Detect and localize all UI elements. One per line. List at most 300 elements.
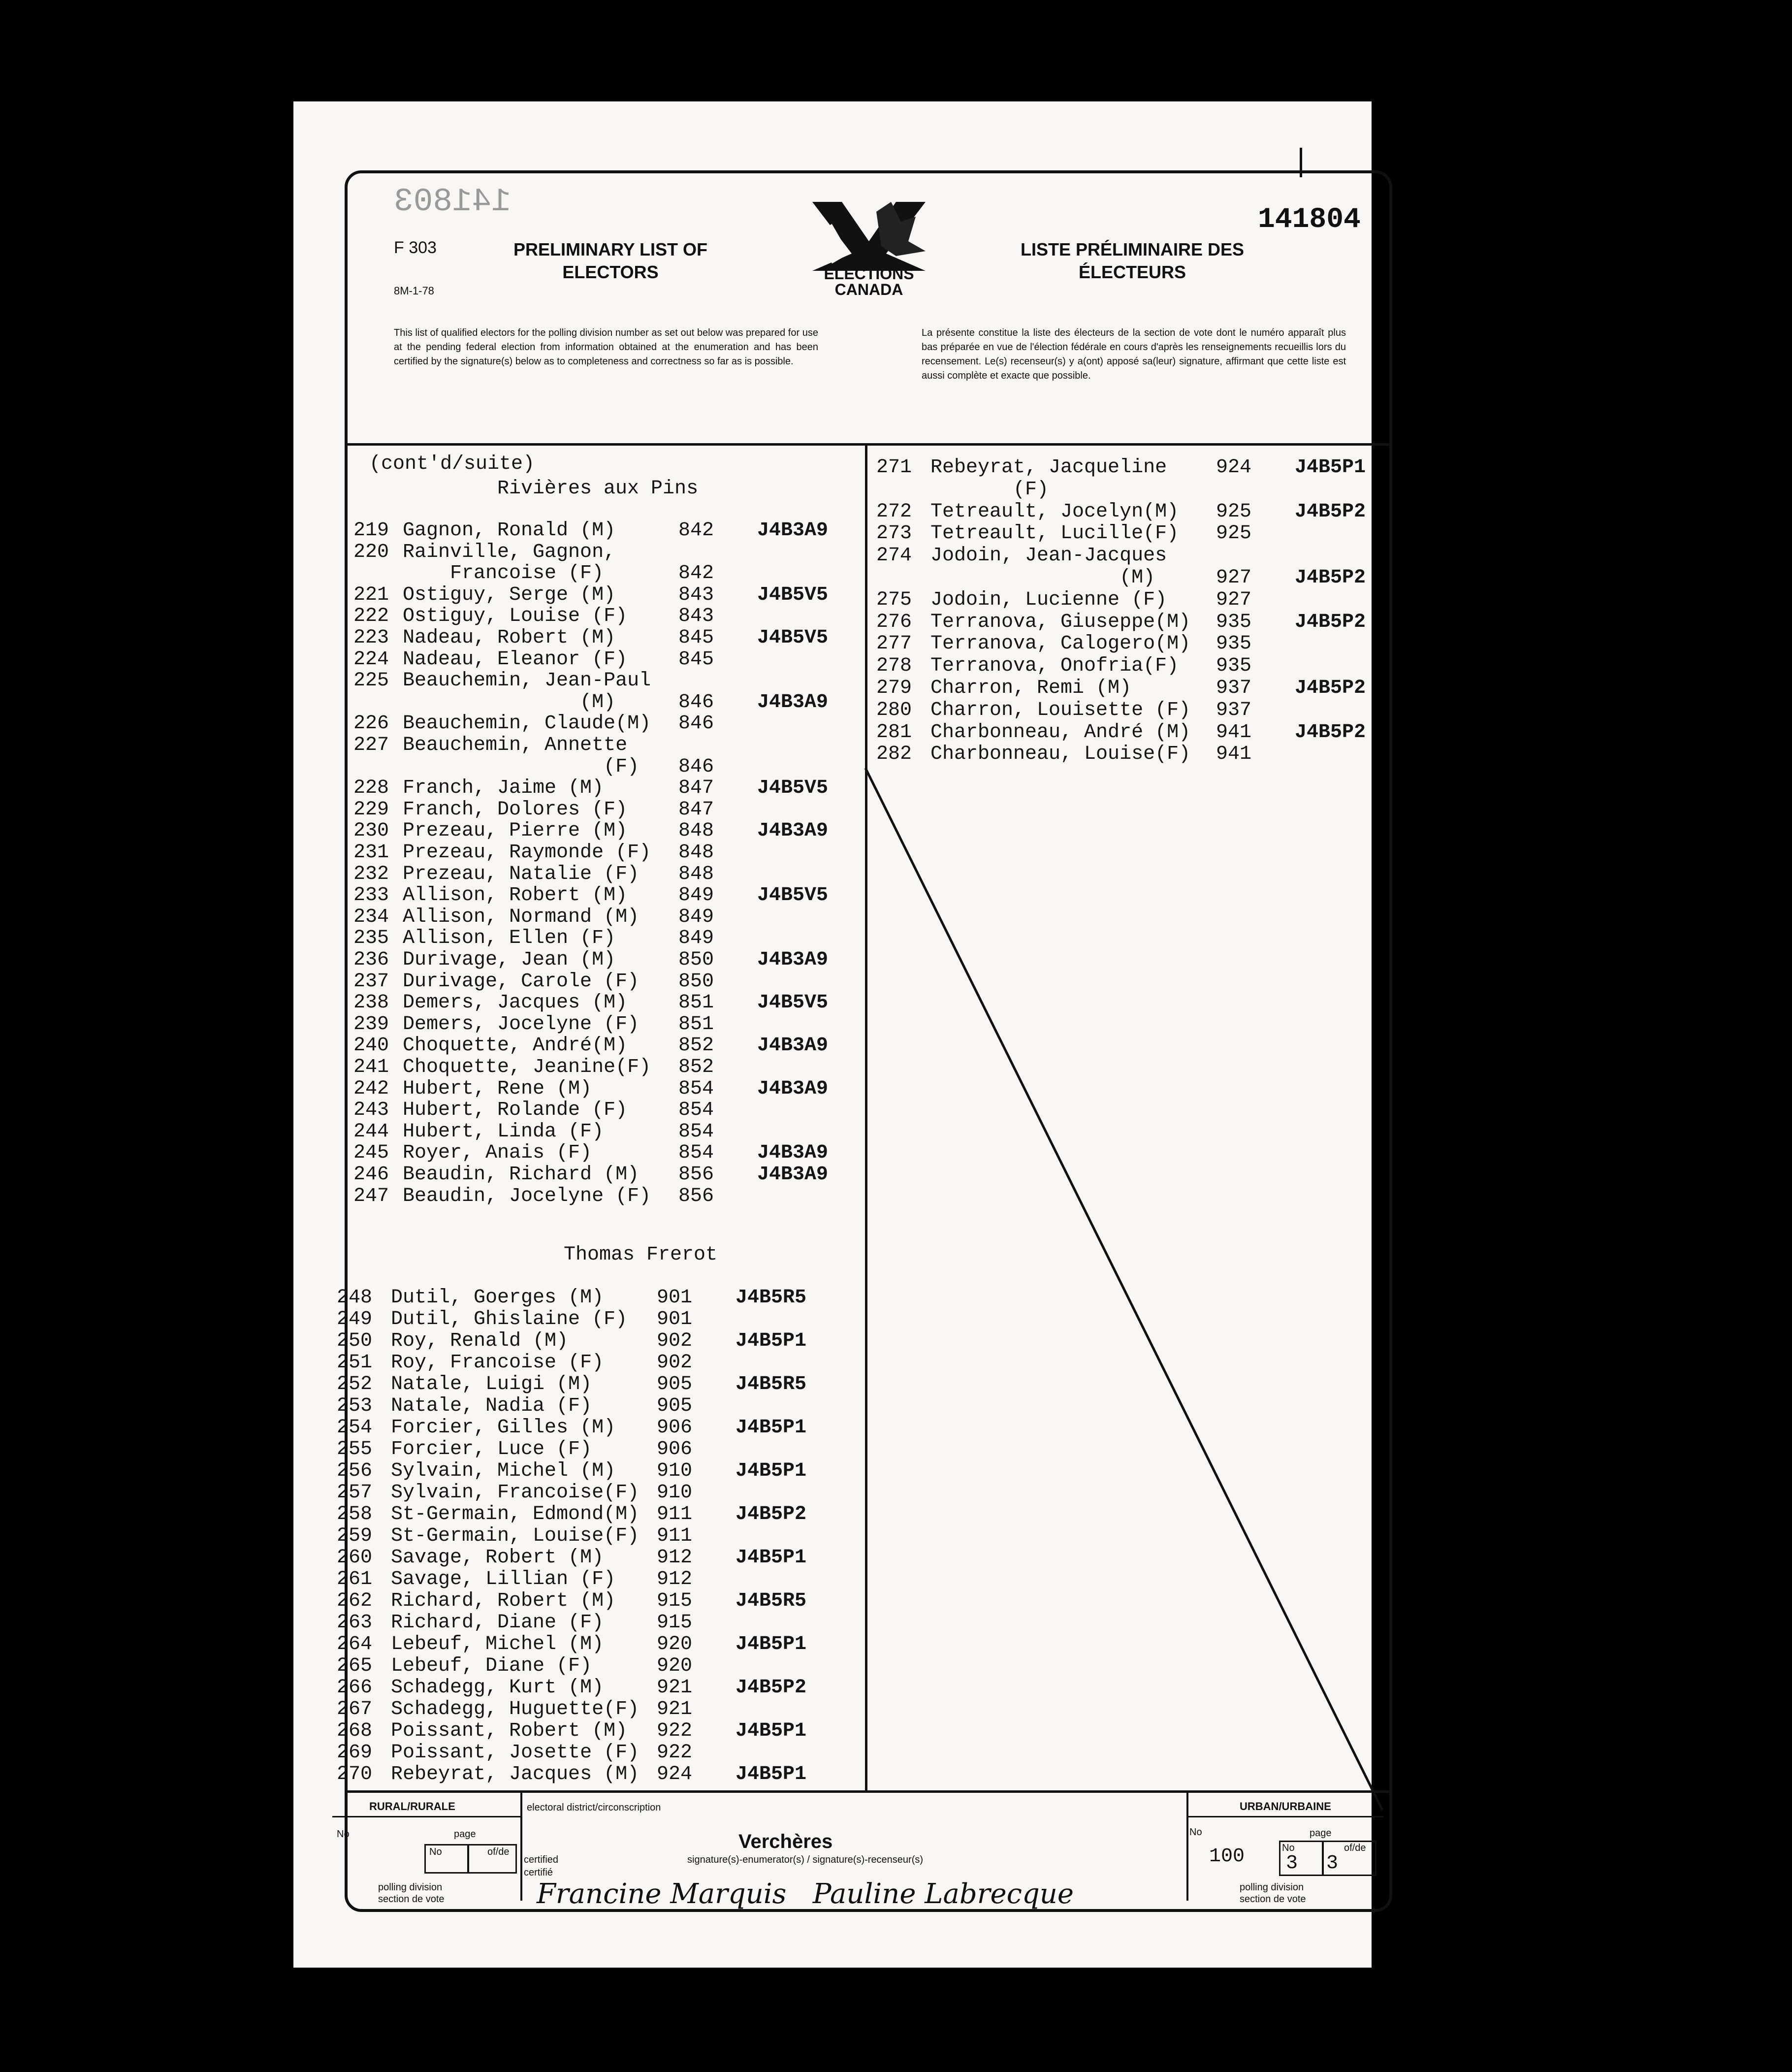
logo-text: ELECTIONS CANADA [824, 265, 914, 298]
elector-name: Demers, Jacques (M) [403, 992, 628, 1014]
elector-address: 911 [657, 1503, 693, 1525]
elector-row [353, 735, 861, 756]
elector-name: Beauchemin, Claude(M) [403, 712, 651, 735]
elector-name: Charbonneau, Louise(F) [930, 743, 1191, 766]
elector-address: 843 [678, 605, 714, 628]
title-english: PRELIMINARY LIST OF ELECTORS [513, 239, 707, 282]
elector-name: Hubert, Rolande (F) [403, 1099, 628, 1122]
elector-name: Terranova, Giuseppe(M) [930, 611, 1191, 633]
elector-row [337, 1287, 859, 1309]
elector-address: 850 [678, 970, 714, 993]
elector-number: 233 [353, 884, 389, 907]
elector-postal-code: J4B5V5 [757, 627, 829, 649]
elector-address: 854 [678, 1142, 714, 1165]
footer-divider [1186, 1792, 1188, 1901]
elector-postal-code: J4B5V5 [757, 884, 829, 907]
elector-address: 937 [1216, 699, 1252, 721]
elector-address: 854 [678, 1120, 714, 1143]
elector-name: Allison, Ellen (F) [403, 927, 616, 950]
elector-row [876, 567, 1388, 589]
elector-address: 905 [657, 1395, 693, 1417]
elector-row [353, 1035, 861, 1057]
elector-number: 254 [337, 1417, 373, 1439]
elector-address: 845 [678, 627, 714, 649]
elector-row [337, 1352, 859, 1374]
elector-name: Schadegg, Kurt (M) [391, 1677, 604, 1699]
elector-address: 937 [1216, 677, 1252, 699]
elector-row [353, 885, 861, 906]
elector-number: 246 [353, 1164, 389, 1186]
elector-address: 850 [678, 949, 714, 971]
certifie-label: certifié [524, 1867, 553, 1878]
elector-postal-code: J4B5P2 [1295, 677, 1366, 699]
elector-row [337, 1374, 859, 1395]
elector-number: 264 [337, 1633, 373, 1655]
elector-number: 237 [353, 970, 389, 993]
rural-polling-division: polling division [378, 1882, 443, 1893]
elector-number: 271 [876, 456, 912, 479]
elector-name: Beaudin, Richard (M) [403, 1164, 640, 1186]
elector-number: 245 [353, 1142, 389, 1165]
elector-postal-code: J4B5P1 [736, 1547, 807, 1569]
elector-number: 268 [337, 1720, 373, 1742]
elector-name: Hubert, Linda (F) [403, 1120, 604, 1143]
form-date: 8M-1-78 [394, 285, 434, 297]
elector-name: Prezeau, Pierre (M) [403, 820, 628, 842]
elector-name: Lebeuf, Michel (M) [391, 1633, 604, 1655]
elector-number: 243 [353, 1099, 389, 1122]
urban-polling-division: polling division [1240, 1882, 1304, 1893]
urban-label: URBAN/URBAINE [1240, 1800, 1331, 1813]
elector-row [337, 1720, 859, 1742]
elector-address: 925 [1216, 500, 1252, 523]
elector-number: 278 [876, 655, 912, 678]
elector-row [353, 563, 861, 584]
elector-name: Rebeyrat, Jacqueline [930, 456, 1167, 479]
elector-row [337, 1569, 859, 1590]
elector-row [353, 777, 861, 799]
elector-name: Durivage, Carole (F) [403, 970, 640, 993]
elector-address: 856 [678, 1164, 714, 1186]
elector-name: Sylvain, Francoise(F) [391, 1482, 640, 1504]
elector-row [337, 1309, 859, 1330]
elector-postal-code: J4B5P2 [736, 1677, 807, 1699]
elector-address: 906 [657, 1438, 693, 1460]
elector-number: 255 [337, 1438, 373, 1460]
elector-postal-code: J4B5P2 [1295, 611, 1366, 633]
elector-row [353, 842, 861, 864]
elector-row [876, 479, 1388, 501]
elector-row [353, 713, 861, 735]
elector-number: 280 [876, 699, 912, 721]
elector-address: 842 [678, 519, 714, 542]
elector-row [337, 1612, 859, 1634]
elector-address: 920 [657, 1655, 693, 1677]
elector-address: 852 [678, 1035, 714, 1057]
elector-address: 849 [678, 906, 714, 928]
elector-number: 282 [876, 743, 912, 766]
elector-address: 921 [657, 1677, 693, 1699]
elector-number: 244 [353, 1120, 389, 1143]
elector-address: 851 [678, 1013, 714, 1036]
elector-postal-code: J4B5P1 [736, 1417, 807, 1439]
elector-address: 935 [1216, 611, 1252, 633]
elector-address: 901 [657, 1308, 693, 1330]
elector-postal-code: J4B5P2 [1295, 721, 1366, 744]
elector-row [353, 542, 861, 563]
elector-row [353, 1121, 861, 1143]
electoral-district: Verchères [738, 1831, 833, 1852]
elector-number: 251 [337, 1352, 373, 1374]
elector-name: Forcier, Gilles (M) [391, 1417, 616, 1439]
elector-number: 263 [337, 1612, 373, 1634]
elector-number: 238 [353, 992, 389, 1014]
elector-name: Tetreault, Lucille(F) [930, 522, 1179, 545]
elector-number: 229 [353, 798, 389, 821]
elector-postal-code: J4B3A9 [757, 820, 829, 842]
elector-name: Roy, Francoise (F) [391, 1352, 604, 1374]
elector-number: 269 [337, 1742, 373, 1764]
elector-row [337, 1504, 859, 1525]
elector-postal-code: J4B5V5 [757, 992, 829, 1014]
elector-name: Durivage, Jean (M) [403, 949, 616, 971]
elector-address: 842 [678, 562, 714, 585]
elector-number: 261 [337, 1568, 373, 1590]
elector-address: 925 [1216, 522, 1252, 545]
elector-address: 846 [678, 691, 714, 713]
elector-name: Dutil, Ghislaine (F) [391, 1308, 628, 1330]
elector-number: 247 [353, 1185, 389, 1207]
elector-name: Gagnon, Ronald (M) [403, 519, 616, 542]
elector-name: (F) [403, 755, 640, 778]
elector-row [337, 1525, 859, 1547]
elector-name: Dutil, Goerges (M) [391, 1287, 604, 1309]
elector-address: 912 [657, 1568, 693, 1590]
elector-name: Terranova, Calogero(M) [930, 633, 1191, 655]
elector-row [353, 949, 861, 971]
elector-row [876, 633, 1388, 655]
elector-row [337, 1395, 859, 1417]
elector-number: 248 [337, 1287, 373, 1309]
elector-address: 847 [678, 798, 714, 821]
elector-list-1 [353, 520, 861, 1219]
elector-name: Charbonneau, André (M) [930, 721, 1191, 744]
elector-row [353, 627, 861, 649]
elector-name: Royer, Anais (F) [403, 1142, 592, 1165]
elector-row [353, 670, 861, 692]
elector-name: Roy, Renald (M) [391, 1330, 569, 1352]
elector-row [337, 1590, 859, 1612]
elector-number: 242 [353, 1077, 389, 1100]
elector-address: 912 [657, 1547, 693, 1569]
elector-row [337, 1742, 859, 1764]
elector-address: 924 [1216, 456, 1252, 479]
elector-number: 266 [337, 1677, 373, 1699]
elector-address: 922 [657, 1742, 693, 1764]
enumerator-signatures: Francine Marquis Pauline Labrecque [537, 1878, 1074, 1910]
elector-number: 223 [353, 627, 389, 649]
elector-address: 847 [678, 777, 714, 800]
elector-row [337, 1460, 859, 1482]
elector-number: 256 [337, 1460, 373, 1482]
elector-row [353, 1100, 861, 1121]
elector-row [876, 589, 1388, 611]
elector-number: 249 [337, 1308, 373, 1330]
elector-address: 921 [657, 1698, 693, 1720]
elector-name: (M) [403, 691, 616, 713]
elector-row [337, 1547, 859, 1569]
elector-name: Forcier, Luce (F) [391, 1438, 592, 1460]
serial-number-stamp: 141803 [394, 183, 511, 220]
elector-name: Jodoin, Lucienne (F) [930, 588, 1167, 611]
elector-number: 262 [337, 1590, 373, 1612]
elector-address: 906 [657, 1417, 693, 1439]
elector-name: Terranova, Onofria(F) [930, 655, 1179, 678]
elector-row [353, 992, 861, 1014]
elector-postal-code: J4B3A9 [757, 949, 829, 971]
elector-number: 236 [353, 949, 389, 971]
elector-name: St-Germain, Louise(F) [391, 1525, 640, 1547]
elector-row [353, 584, 861, 606]
elector-name: Natale, Luigi (M) [391, 1373, 592, 1395]
elector-row [876, 678, 1388, 699]
elector-address: 941 [1216, 721, 1252, 744]
elector-row [337, 1655, 859, 1677]
elector-postal-code: J4B3A9 [757, 1035, 829, 1057]
elector-name: Choquette, Jeanine(F) [403, 1056, 651, 1078]
elector-number: 228 [353, 777, 389, 800]
elector-name: Charron, Louisette (F) [930, 699, 1191, 721]
elector-number: 273 [876, 522, 912, 545]
elector-name: Richard, Diane (F) [391, 1612, 604, 1634]
notice-french: La présente constitue la liste des électeurs de la section de vote dont le numéro apparaît plus bas préparée en vue de l'élection fédérale en cours d'après les renseignements recueillis lors du recensement. Le(s) recenseur(s) y a(ont) apposé sa(leur) signature, affirmant que cette liste est aussi complète et exacte que possible. [922, 327, 1346, 381]
elector-postal-code: J4B5P1 [1295, 456, 1366, 479]
elector-row [876, 655, 1388, 677]
certified-label: certified [524, 1854, 559, 1865]
elector-row [353, 906, 861, 928]
elector-name: Savage, Robert (M) [391, 1547, 604, 1569]
elector-row [876, 545, 1388, 567]
elector-name: Beauchemin, Jean-Paul [403, 670, 651, 692]
elector-name: St-Germain, Edmond(M) [391, 1503, 640, 1525]
elector-postal-code: J4B5R5 [736, 1287, 807, 1309]
footer-rule [1186, 1816, 1383, 1817]
elector-row [337, 1699, 859, 1720]
elector-number: 230 [353, 820, 389, 842]
elector-name: Tetreault, Jocelyn(M) [930, 500, 1179, 523]
elector-number: 235 [353, 927, 389, 950]
elector-address: 848 [678, 820, 714, 842]
elector-name: Allison, Robert (M) [403, 884, 628, 907]
elector-row [353, 1186, 861, 1207]
elector-row [353, 1057, 861, 1078]
elector-address: 927 [1216, 588, 1252, 611]
elector-address: 852 [678, 1056, 714, 1078]
elector-address: 935 [1216, 633, 1252, 655]
elector-row [353, 820, 861, 842]
elector-number: 260 [337, 1547, 373, 1569]
elector-address: 854 [678, 1099, 714, 1122]
street-heading-1: Rivières aux Pins [497, 478, 699, 500]
elector-name: Choquette, André(M) [403, 1035, 628, 1057]
elector-postal-code: J4B5R5 [736, 1590, 807, 1612]
elector-address: 854 [678, 1077, 714, 1100]
elector-row [353, 1164, 861, 1186]
elector-address: 924 [657, 1763, 693, 1785]
elector-address: 846 [678, 755, 714, 778]
footer-rule [332, 1816, 521, 1817]
elector-name: Nadeau, Robert (M) [403, 627, 616, 649]
elector-row [337, 1764, 859, 1785]
elector-row [337, 1439, 859, 1460]
elector-row [876, 722, 1388, 744]
signature-label: signature(s)-enumerator(s) / signature(s)-recenseur(s) [687, 1854, 924, 1865]
elector-number: 259 [337, 1525, 373, 1547]
elector-address: 846 [678, 712, 714, 735]
urban-page-number: 3 [1286, 1852, 1298, 1875]
elector-number: 274 [876, 545, 912, 567]
elector-number: 221 [353, 583, 389, 606]
elector-row [876, 744, 1388, 765]
elector-name: Poissant, Robert (M) [391, 1720, 628, 1742]
elector-name: Charron, Remi (M) [930, 677, 1132, 699]
elector-number: 275 [876, 588, 912, 611]
footer-divider [520, 1792, 522, 1901]
elector-number: 265 [337, 1655, 373, 1677]
urban-page-total: 3 [1326, 1852, 1339, 1875]
elector-address: 902 [657, 1330, 693, 1352]
elector-name: (M) [930, 567, 1155, 589]
elector-row [876, 457, 1388, 479]
continued-label: (cont'd/suite) [369, 453, 535, 475]
elector-address: 901 [657, 1287, 693, 1309]
elector-number: 240 [353, 1035, 389, 1057]
elector-postal-code: J4B5P2 [1295, 500, 1366, 523]
elector-postal-code: J4B3A9 [757, 519, 829, 542]
elector-name: Franch, Dolores (F) [403, 798, 628, 821]
rural-no2-label: No [429, 1846, 442, 1857]
elector-number: 220 [353, 541, 389, 563]
elector-postal-code: J4B5P1 [736, 1460, 807, 1482]
elector-postal-code: J4B5P2 [736, 1503, 807, 1525]
elector-number: 234 [353, 906, 389, 928]
serial-number: 141804 [1258, 204, 1361, 236]
rural-of-label: of/de [487, 1846, 510, 1857]
elector-row [876, 501, 1388, 523]
elector-address: 911 [657, 1525, 693, 1547]
elector-name: Hubert, Rene (M) [403, 1077, 592, 1100]
elector-name: Beaudin, Jocelyne (F) [403, 1185, 651, 1207]
elector-postal-code: J4B5P1 [736, 1330, 807, 1352]
elector-address: 905 [657, 1373, 693, 1395]
elector-row [353, 649, 861, 671]
elector-name: (F) [930, 478, 1049, 501]
elector-address: 922 [657, 1720, 693, 1742]
elector-postal-code: J4B5P1 [736, 1763, 807, 1785]
elector-address: 845 [678, 648, 714, 671]
rural-no-label: No [337, 1829, 350, 1840]
elector-row [337, 1634, 859, 1655]
elector-address: 848 [678, 863, 714, 885]
elector-row [353, 692, 861, 713]
elector-address: 941 [1216, 743, 1252, 766]
elector-number: 231 [353, 842, 389, 864]
elector-number: 241 [353, 1056, 389, 1078]
elector-address: 849 [678, 884, 714, 907]
elector-name: Poissant, Josette (F) [391, 1742, 640, 1764]
title-french: LISTE PRÉLIMINAIRE DES ÉLECTEURS [1020, 239, 1245, 282]
urban-page-label: page [1310, 1828, 1332, 1839]
elector-number: 253 [337, 1395, 373, 1417]
elector-number: 239 [353, 1013, 389, 1036]
elector-address: 843 [678, 583, 714, 606]
elector-name: Natale, Nadia (F) [391, 1395, 592, 1417]
rural-page-label: page [454, 1829, 476, 1840]
elector-name: Ostiguy, Louise (F) [403, 605, 628, 628]
elector-address: 848 [678, 842, 714, 864]
urban-polling-no: 100 [1209, 1845, 1245, 1868]
elector-name: Beauchemin, Annette [403, 734, 628, 756]
elector-list-3 [876, 457, 1388, 772]
elector-address: 927 [1216, 567, 1252, 589]
elector-row [337, 1677, 859, 1699]
elector-row [876, 700, 1388, 721]
elector-name: Prezeau, Natalie (F) [403, 863, 640, 885]
elector-row [353, 928, 861, 949]
elector-name: Richard, Robert (M) [391, 1590, 616, 1612]
elector-row [353, 1142, 861, 1164]
urban-section-de-vote: section de vote [1240, 1894, 1306, 1905]
elector-row [876, 612, 1388, 633]
elector-address: 849 [678, 927, 714, 950]
elector-number: 250 [337, 1330, 373, 1352]
rural-section-de-vote: section de vote [378, 1894, 445, 1905]
elector-number: 281 [876, 721, 912, 744]
elector-row [353, 1078, 861, 1100]
elector-name: Allison, Normand (M) [403, 906, 640, 928]
elector-address: 910 [657, 1482, 693, 1504]
elector-name: Rainville, Gagnon, [403, 541, 616, 563]
street-heading-2: Thomas Frerot [564, 1244, 718, 1266]
elector-row [876, 523, 1388, 545]
elector-number: 279 [876, 677, 912, 699]
elector-number: 225 [353, 670, 389, 692]
elector-number: 270 [337, 1763, 373, 1785]
elector-address: 910 [657, 1460, 693, 1482]
elector-name: Franch, Jaime (M) [403, 777, 604, 800]
district-label: electoral district/circonscription [527, 1802, 661, 1813]
elector-postal-code: J4B3A9 [757, 1164, 829, 1186]
form-code: F 303 [394, 238, 437, 257]
elector-row [353, 864, 861, 885]
elector-name: Schadegg, Huguette(F) [391, 1698, 640, 1720]
elector-postal-code: J4B3A9 [757, 1142, 829, 1165]
elector-name: Demers, Jocelyne (F) [403, 1013, 640, 1036]
elector-number: 272 [876, 500, 912, 523]
elector-number: 227 [353, 734, 389, 756]
elector-postal-code: J4B3A9 [757, 1077, 829, 1100]
elector-postal-code: J4B5P1 [736, 1720, 807, 1742]
elector-postal-code: J4B3A9 [757, 691, 829, 713]
elector-number: 267 [337, 1698, 373, 1720]
elector-name: Ostiguy, Serge (M) [403, 583, 616, 606]
elector-address: 856 [678, 1185, 714, 1207]
elector-row [337, 1417, 859, 1439]
elector-number: 257 [337, 1482, 373, 1504]
elector-number: 226 [353, 712, 389, 735]
elector-number: 252 [337, 1373, 373, 1395]
urban-no2-label: No [1282, 1843, 1295, 1853]
